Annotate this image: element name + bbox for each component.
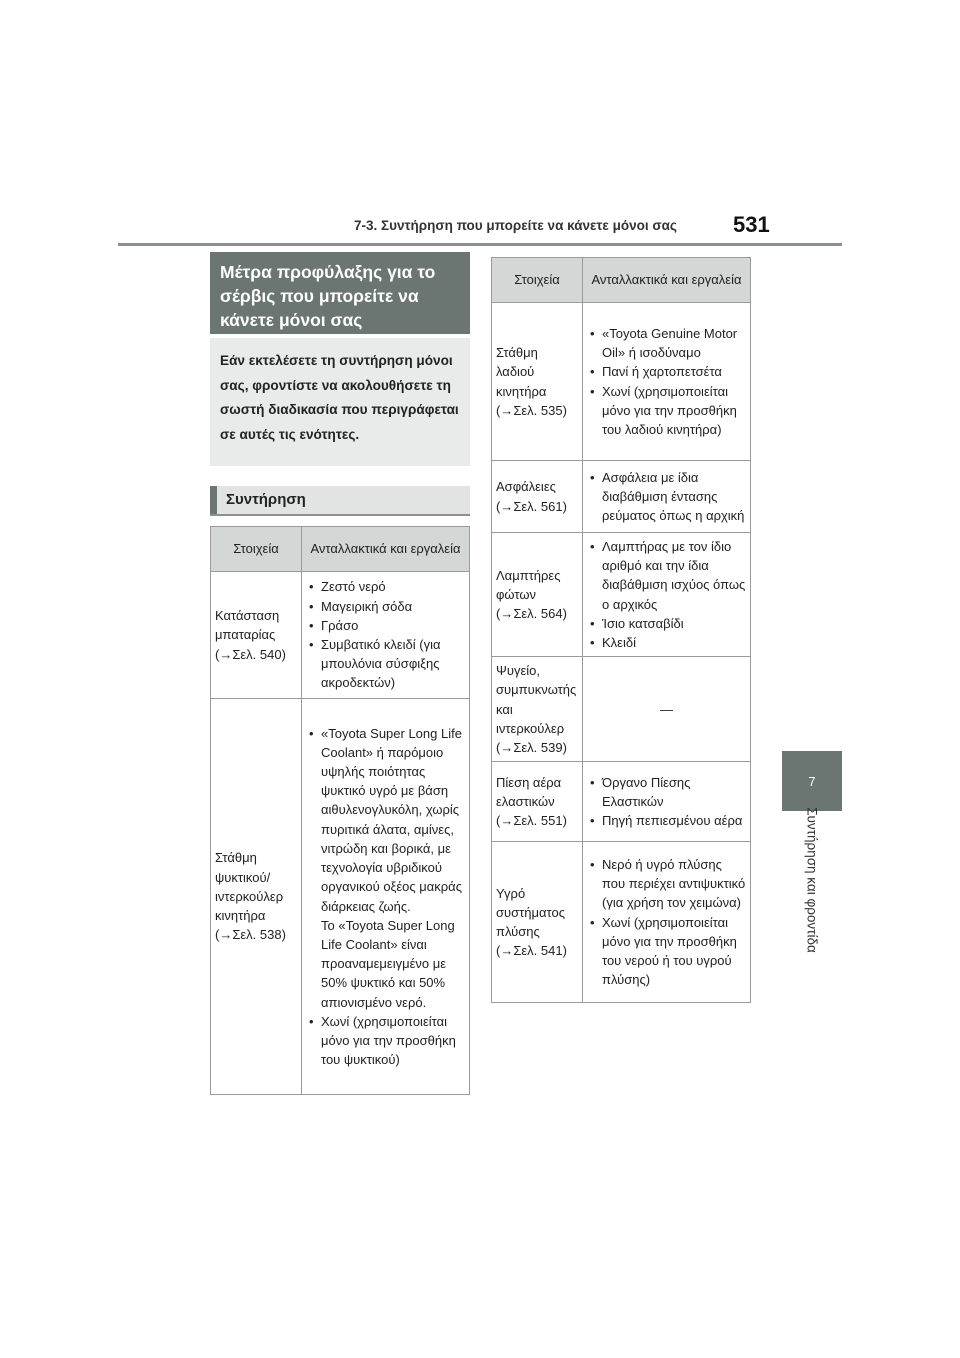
table-row: [492, 842, 751, 1003]
item-cell: Ασφάλειες (→Σελ. 561): [492, 461, 583, 533]
parts-list: [586, 773, 747, 831]
parts-cell: [583, 762, 751, 842]
list-item: • Ίσιο κατσαβίδι: [586, 614, 747, 633]
table-row: [492, 762, 751, 842]
maintenance-table-right: [491, 257, 751, 1003]
table-row: [492, 461, 751, 533]
parts-list: [586, 537, 747, 652]
chapter-label: Συντήρηση και φροντίδα: [804, 807, 820, 953]
column-header-items: Στοιχεία: [492, 258, 583, 303]
list-item: • Χωνί (χρησιμοποιείται μόνο για την προσθήκη του ψυκτικού): [305, 1012, 466, 1070]
parts-list: [586, 324, 747, 439]
parts-cell: [302, 572, 470, 699]
list-item: • «Toyota Genuine Motor Oil» ή ισοδύναμο: [586, 324, 747, 362]
parts-list: [586, 468, 747, 526]
page-title: Μέτρα προφύλαξης για το σέρβις που μπορείτε να κάνετε μόνοι σας: [210, 252, 470, 334]
item-cell: Στάθμη λαδιού κινητήρα (→Σελ. 535): [492, 303, 583, 461]
list-item: • Όργανο Πίεσης Ελαστικών: [586, 773, 747, 811]
item-cell: Στάθμη ψυκτικού/ιντερκούλερ κινητήρα (→Σελ. 538): [211, 699, 302, 1095]
table-row: [211, 572, 470, 699]
header-divider: [118, 243, 842, 246]
list-item: • Πηγή πεπιεσμένου αέρα: [586, 811, 747, 830]
chapter-tab: [782, 751, 842, 811]
parts-cell: [583, 842, 751, 1003]
parts-list: [305, 1012, 466, 1070]
table-row: [492, 533, 751, 657]
parts-cell: [583, 303, 751, 461]
section-heading-text: Συντήρηση: [226, 491, 306, 508]
parts-list: [586, 855, 747, 989]
item-cell: Κατάσταση μπαταρίας (→Σελ. 540): [211, 572, 302, 699]
table-header-row: [211, 527, 470, 572]
list-item: • Χωνί (χρησιμοποιείται μόνο για την προσθήκη του νερού ή του υγρού πλύσης): [586, 913, 747, 990]
chapter-number: 7: [808, 773, 816, 789]
list-item: • Γράσο: [305, 616, 466, 635]
list-item: • Χωνί (χρησιμοποιείται μόνο για την προσθήκη του λαδιού κινητήρα): [586, 382, 747, 440]
item-cell: Ψυγείο, συμπυκνωτής και ιντερκούλερ (→Σελ. 539): [492, 657, 583, 762]
parts-list: [305, 577, 466, 692]
list-item: • Ζεστό νερό: [305, 577, 466, 596]
page-number: 531: [733, 212, 770, 237]
list-item: • «Toyota Super Long Life Coolant» ή παρόμοιο υψηλής ποιότητας ψυκτικό υγρό με βάση αιθυλενογλυκόλη, χωρίς πυριτικά άλατα, αμίνες, νιτρώδη και βορικά, με τεχνολογία υβριδικού οργανικού οξέος μακράς διάρκειας ζωής.: [305, 724, 466, 916]
column-header-parts: Ανταλλακτικά και εργαλεία: [583, 258, 751, 303]
column-header-parts: Ανταλλακτικά και εργαλεία: [302, 527, 470, 572]
table-header-row: [492, 258, 751, 303]
list-item: • Νερό ή υγρό πλύσης που περιέχει αντιψυκτικό (για χρήση τον χειμώνα): [586, 855, 747, 913]
intro-text: Εάν εκτελέσετε τη συντήρηση μόνοι σας, φροντίστε να ακολουθήσετε τη σωστή διαδικασία που περιγράφεται σε αυτές τις ενότητες.: [210, 338, 470, 466]
maintenance-table-left: [210, 526, 470, 1095]
list-item: • Πανί ή χαρτοπετσέτα: [586, 362, 747, 381]
table-row: [492, 657, 751, 762]
list-item: • Μαγειρική σόδα: [305, 597, 466, 616]
parts-cell: —: [583, 657, 751, 762]
item-cell: Υγρό συστήματος πλύσης (→Σελ. 541): [492, 842, 583, 1003]
list-item: • Ασφάλεια με ίδια διαβάθμιση έντασης ρεύματος όπως η αρχική: [586, 468, 747, 526]
parts-list: [305, 724, 466, 916]
column-header-items: Στοιχεία: [211, 527, 302, 572]
parts-cell: [583, 533, 751, 657]
table-row: [492, 303, 751, 461]
section-heading-bar: [210, 486, 217, 514]
list-item: • Λαμπτήρας με τον ίδιο αριθμό και την ίδια διαβάθμιση ισχύος όπως ο αρχικός: [586, 537, 747, 614]
list-item: • Συμβατικό κλειδί (για μπουλόνια σύσφιξης ακροδεκτών): [305, 635, 466, 693]
parts-cell: [302, 699, 470, 1095]
item-cell: Λαμπτήρες φώτων (→Σελ. 564): [492, 533, 583, 657]
item-cell: Πίεση αέρα ελαστικών (→Σελ. 551): [492, 762, 583, 842]
section-title: 7-3. Συντήρηση που μπορείτε να κάνετε μόνοι σας: [354, 218, 677, 233]
section-heading: [210, 486, 470, 516]
list-item: • Κλειδί: [586, 633, 747, 652]
coolant-note: Το «Toyota Super Long Life Coolant» είναι προαναμεμειγμένο με 50% ψυκτικό και 50% απιονισμένο νερό.: [321, 917, 455, 1010]
table-row: [211, 699, 470, 1095]
parts-cell: [583, 461, 751, 533]
